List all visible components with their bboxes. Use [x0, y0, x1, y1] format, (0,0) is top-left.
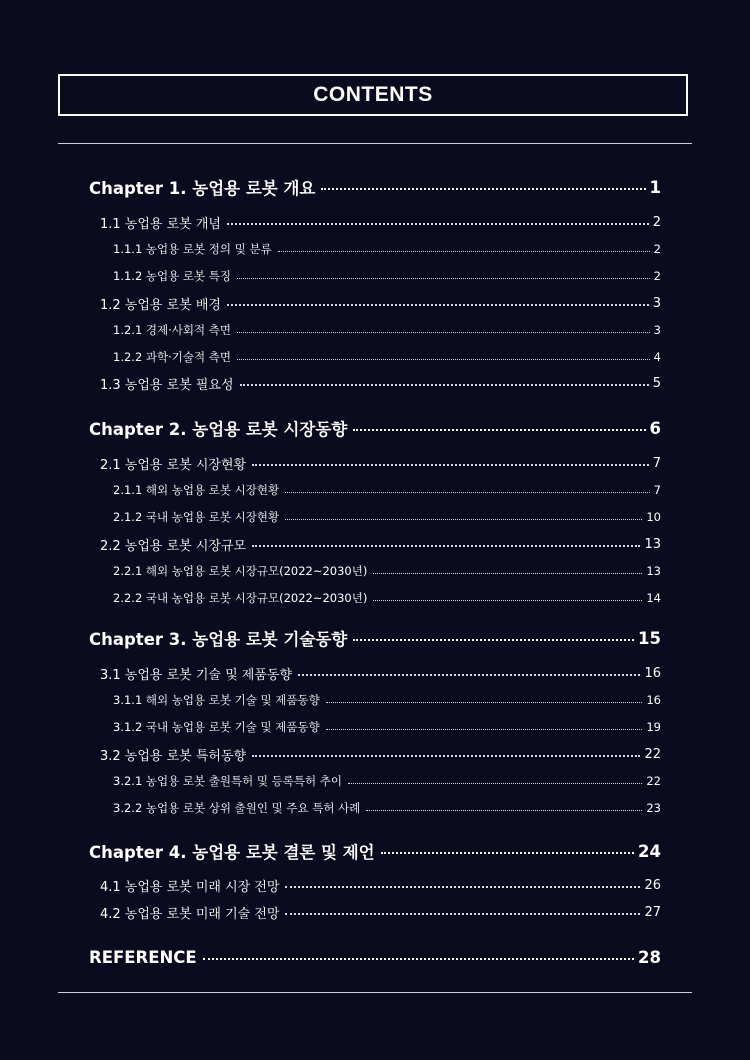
dot-leader	[252, 464, 649, 466]
toc-section-1-2[interactable]	[100, 292, 661, 314]
dot-leader	[373, 573, 642, 574]
contents-title: CONTENTS	[313, 83, 433, 106]
toc-label: REFERENCE	[89, 947, 197, 967]
toc-subsection-3-2-2[interactable]	[113, 797, 661, 819]
toc-subsection-3-1-2[interactable]	[113, 716, 661, 738]
toc-label: 3.2.1 농업용 로봇 출원특허 및 등록특허 추이	[113, 774, 342, 788]
toc-reference[interactable]	[89, 944, 661, 970]
dot-leader	[366, 810, 642, 811]
toc-page-number: 5	[652, 375, 661, 391]
dot-leader	[348, 783, 642, 784]
toc-page-number: 16	[644, 665, 661, 681]
toc-page-number: 26	[644, 877, 661, 893]
dot-leader	[373, 600, 642, 601]
toc-subsection-2-2-1[interactable]	[113, 560, 661, 582]
toc-label: 4.1 농업용 로봇 미래 시장 전망	[100, 879, 280, 895]
toc-chapter-1[interactable]	[89, 174, 661, 200]
toc-page-number: 22	[644, 746, 661, 762]
toc-page-number: 6	[649, 418, 661, 438]
dot-leader	[285, 519, 642, 520]
toc-page-number: 13	[644, 536, 661, 552]
toc-label: 2.2 농업용 로봇 시장규모	[100, 538, 247, 554]
dot-leader	[285, 913, 640, 915]
toc-chapter-2[interactable]	[89, 415, 661, 441]
toc-label: 2.2.2 국내 농업용 로봇 시장규모(2022~2030년)	[113, 591, 368, 605]
dot-leader	[227, 304, 649, 306]
toc-label: 3.1 농업용 로봇 기술 및 제품동향	[100, 667, 293, 683]
dot-leader	[285, 886, 640, 888]
toc-label: 1.2.1 경제·사회적 측면	[113, 323, 231, 337]
toc-label: 1.1.2 농업용 로봇 특징	[113, 269, 231, 283]
toc-subsection-3-1-1[interactable]	[113, 689, 661, 711]
toc-subsection-2-1-2[interactable]	[113, 506, 661, 528]
toc-section-2-2[interactable]	[100, 533, 661, 555]
dot-leader	[353, 639, 634, 641]
toc-page-number: 7	[653, 483, 661, 497]
toc-section-2-1[interactable]	[100, 452, 661, 474]
toc-label: Chapter 3. 농업용 로봇 기술동향	[89, 630, 348, 649]
toc-label: 2.1.2 국내 농업용 로봇 시장현황	[113, 510, 280, 524]
toc-page-number: 2	[653, 242, 661, 256]
toc-page-number: 2	[652, 214, 661, 230]
toc-page-number: 3	[653, 323, 661, 337]
dot-leader	[237, 359, 650, 360]
toc-subsection-3-2-1[interactable]	[113, 770, 661, 792]
toc-chapter-4[interactable]	[89, 838, 661, 864]
toc-label: 1.2 농업용 로봇 배경	[100, 297, 221, 313]
toc-page-number: 19	[646, 720, 661, 734]
toc-page-number: 28	[638, 947, 661, 967]
toc-label: 1.3 농업용 로봇 필요성	[100, 377, 234, 393]
dot-leader	[237, 332, 650, 333]
dot-leader	[252, 755, 640, 757]
toc-page-number: 4	[653, 350, 661, 364]
toc-page-number: 3	[652, 295, 661, 311]
toc-section-3-2[interactable]	[100, 743, 661, 765]
toc-label: Chapter 1. 농업용 로봇 개요	[89, 179, 316, 198]
toc-page-number: 14	[646, 591, 661, 605]
dot-leader	[321, 188, 645, 190]
toc-page-number: 22	[646, 774, 661, 788]
toc-subsection-1-2-1[interactable]	[113, 319, 661, 341]
toc-subsection-1-1-1[interactable]	[113, 238, 661, 260]
toc-page-number: 15	[638, 628, 661, 648]
toc-chapter-3[interactable]	[89, 625, 661, 651]
toc-label: 2.2.1 해외 농업용 로봇 시장규모(2022~2030년)	[113, 564, 368, 578]
dot-leader	[326, 729, 643, 730]
dot-leader	[252, 545, 640, 547]
toc-label: 3.2.2 농업용 로봇 상위 출원인 및 주요 특허 사례	[113, 801, 361, 815]
toc-label: 1.2.2 과학·기술적 측면	[113, 350, 231, 364]
toc-label: 1.1.1 농업용 로봇 정의 및 분류	[113, 242, 272, 256]
toc-section-4-1[interactable]	[100, 874, 661, 896]
bottom-divider	[58, 992, 692, 993]
toc-page-number: 27	[644, 904, 661, 920]
toc-section-3-1[interactable]	[100, 662, 661, 684]
dot-leader	[240, 384, 649, 386]
toc-page-number: 10	[646, 510, 661, 524]
dot-leader	[381, 852, 634, 854]
dot-leader	[227, 223, 649, 225]
toc-section-4-2[interactable]	[100, 901, 661, 923]
toc-page-number: 2	[653, 269, 661, 283]
toc-label: 2.1 농업용 로봇 시장현황	[100, 457, 247, 473]
dot-leader	[278, 251, 650, 252]
toc-page-number: 13	[646, 564, 661, 578]
toc-label: 3.2 농업용 로봇 특허동향	[100, 748, 247, 764]
toc-label: 3.1.1 해외 농업용 로봇 기술 및 제품동향	[113, 693, 320, 707]
toc-page-number: 23	[646, 801, 661, 815]
toc-label: 3.1.2 국내 농업용 로봇 기술 및 제품동향	[113, 720, 320, 734]
dot-leader	[353, 429, 645, 431]
dot-leader	[237, 278, 650, 279]
toc-section-1-1[interactable]	[100, 211, 661, 233]
toc-page-number: 24	[638, 841, 661, 861]
toc-subsection-2-2-2[interactable]	[113, 587, 661, 609]
dot-leader	[285, 492, 650, 493]
dot-leader	[326, 702, 643, 703]
dot-leader	[298, 674, 640, 676]
toc-page-number: 16	[646, 693, 661, 707]
toc-page-number: 1	[649, 177, 661, 197]
toc-label: 4.2 농업용 로봇 미래 기술 전망	[100, 906, 280, 922]
toc-label: 2.1.1 해외 농업용 로봇 시장현황	[113, 483, 280, 497]
toc-section-1-3[interactable]	[100, 372, 661, 394]
toc-subsection-1-1-2[interactable]	[113, 265, 661, 287]
toc-subsection-1-2-2[interactable]	[113, 346, 661, 368]
toc-subsection-2-1-1[interactable]	[113, 479, 661, 501]
dot-leader	[203, 958, 634, 960]
toc-page-number: 7	[652, 455, 661, 471]
toc-label: Chapter 4. 농업용 로봇 결론 및 제언	[89, 843, 375, 862]
toc-label: Chapter 2. 농업용 로봇 시장동향	[89, 420, 348, 439]
toc-label: 1.1 농업용 로봇 개념	[100, 216, 221, 232]
